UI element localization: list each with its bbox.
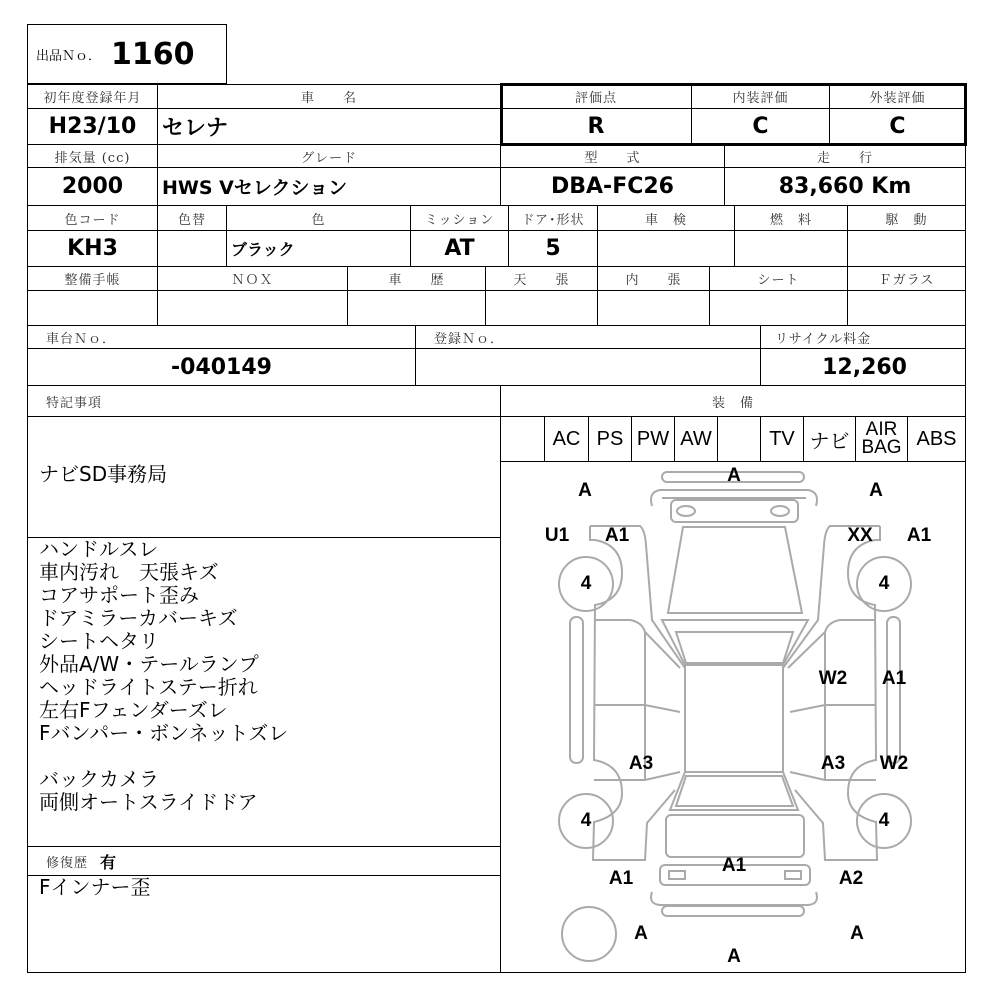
mark-right-step-front: A1 bbox=[881, 668, 907, 689]
lining-value bbox=[597, 290, 710, 326]
spare-tire bbox=[562, 907, 616, 961]
car-diagram bbox=[500, 461, 966, 972]
trunk bbox=[666, 815, 804, 857]
mark-right-rear-door: A3 bbox=[820, 753, 846, 774]
header-nox: ＮＯＸ bbox=[157, 266, 348, 291]
remarks-text: ハンドルスレ 車内汚れ 天張キズ コアサポート歪み ドアミラーカバーキズ シートヘタリ 外品A/W・テールランプ ヘッドライトステー折れ 左右Fフェンダーズレ Fバンパー・ボンネットズレ バックカメラ 両側オートスライドドア bbox=[39, 537, 289, 814]
car-name-value: セレナ bbox=[157, 108, 501, 145]
header-history: 車 歴 bbox=[347, 266, 486, 291]
mark-back-door: A1 bbox=[721, 855, 747, 876]
equip-ps: PS bbox=[588, 416, 632, 462]
grille bbox=[671, 500, 798, 522]
header-interior: 内装評価 bbox=[691, 84, 830, 109]
roof bbox=[685, 665, 783, 772]
fglass-value bbox=[847, 290, 966, 326]
mark-right-front-door: W2 bbox=[818, 668, 848, 689]
rear-bumper-strip bbox=[662, 906, 804, 916]
reg-value bbox=[415, 348, 761, 386]
header-equipment: 装 備 bbox=[500, 385, 966, 417]
headlight-left bbox=[677, 506, 695, 516]
equip-airbag: AIR BAG bbox=[855, 416, 908, 462]
header-first-reg: 初年度登録年月 bbox=[27, 84, 158, 109]
chassis-value: -040149 bbox=[27, 348, 416, 386]
header-recycle: リサイクル料金 bbox=[760, 325, 966, 349]
recolor-value bbox=[157, 230, 227, 267]
special-text: ナビSD事務局 bbox=[39, 462, 168, 486]
equip-aw: AW bbox=[674, 416, 718, 462]
mark-right-fender: A1 bbox=[906, 525, 932, 546]
header-grade: グレード bbox=[157, 144, 501, 168]
score-value: R bbox=[500, 108, 692, 145]
nox-value bbox=[157, 290, 348, 326]
repair-header bbox=[27, 846, 501, 876]
header-door: ドア･形状 bbox=[508, 205, 598, 231]
header-manual: 整備手帳 bbox=[27, 266, 158, 291]
equip-blank-2 bbox=[717, 416, 761, 462]
header-chassis: 車台Ｎｏ． bbox=[27, 325, 416, 349]
equip-navi: ナビ bbox=[803, 416, 856, 462]
mark-left-quarter: A1 bbox=[608, 868, 634, 889]
header-reg: 登録Ｎｏ． bbox=[415, 325, 761, 349]
rear-window bbox=[670, 772, 798, 810]
header-model: 型 式 bbox=[500, 144, 725, 168]
equip-tv: TV bbox=[760, 416, 804, 462]
equip-ac: AC bbox=[544, 416, 589, 462]
color-value: ブラック bbox=[226, 230, 411, 267]
door-value: 5 bbox=[508, 230, 598, 267]
mark-front-right-corner: A bbox=[869, 480, 883, 501]
exterior-value: C bbox=[829, 108, 966, 145]
drive-value bbox=[847, 230, 966, 267]
equip-pw: PW bbox=[631, 416, 675, 462]
ceiling-value bbox=[485, 290, 598, 326]
lot-number: 1160 bbox=[111, 36, 195, 72]
lot-number-box bbox=[27, 24, 227, 84]
interior-value: C bbox=[691, 108, 830, 145]
header-special: 特記事項 bbox=[27, 385, 501, 417]
grade-value: HWS Vセレクション bbox=[157, 167, 501, 206]
header-score: 評価点 bbox=[500, 84, 692, 109]
equip-blank bbox=[500, 416, 545, 462]
repair-label: 修復歴 bbox=[46, 855, 89, 871]
header-fglass: Ｆガラス bbox=[847, 266, 966, 291]
repair-value: 有 bbox=[100, 852, 117, 872]
header-mileage: 走 行 bbox=[724, 144, 966, 168]
mark-left-fender-u: U1 bbox=[544, 525, 570, 546]
header-color-code: 色コード bbox=[27, 205, 158, 231]
repair-detail: Fインナー歪 bbox=[39, 875, 151, 899]
mission-value: AT bbox=[410, 230, 509, 267]
taillight-left bbox=[669, 871, 685, 879]
header-inspection: 車 検 bbox=[597, 205, 735, 231]
right-side-step bbox=[887, 617, 900, 763]
first-reg-value: H23/10 bbox=[27, 108, 158, 145]
hood bbox=[668, 527, 802, 613]
equip-abs: ABS bbox=[907, 416, 966, 462]
mark-rear-left-corner: A bbox=[634, 923, 648, 944]
mark-rear-right-corner: A bbox=[850, 923, 864, 944]
header-mission: ミッション bbox=[410, 205, 509, 231]
mark-tire-rl: 4 bbox=[580, 810, 592, 831]
mark-front-left-corner: A bbox=[578, 480, 592, 501]
recycle-value: 12,260 bbox=[760, 348, 966, 386]
header-cc: 排気量 (cc) bbox=[27, 144, 158, 168]
left-side-step bbox=[570, 617, 583, 763]
header-seat: シート bbox=[709, 266, 848, 291]
windshield bbox=[662, 620, 808, 665]
cc-value: 2000 bbox=[27, 167, 158, 206]
mark-right-fender-xx: XX bbox=[847, 525, 873, 546]
mark-right-quarter: A2 bbox=[838, 868, 864, 889]
header-lining: 内 張 bbox=[597, 266, 710, 291]
mark-right-step-rear: W2 bbox=[879, 753, 909, 774]
history-value bbox=[347, 290, 486, 326]
mark-front-bumper: A bbox=[727, 465, 741, 486]
header-car-name: 車 名 bbox=[157, 84, 501, 109]
mileage-value: 83,660 Km bbox=[724, 167, 966, 206]
header-drive: 駆 動 bbox=[847, 205, 966, 231]
rear-bumper bbox=[651, 892, 817, 905]
taillight-right bbox=[785, 871, 801, 879]
header-exterior: 外装評価 bbox=[829, 84, 966, 109]
manual-value bbox=[27, 290, 158, 326]
mark-tire-fr: 4 bbox=[878, 573, 890, 594]
header-color: 色 bbox=[226, 205, 411, 231]
inspection-value bbox=[597, 230, 735, 267]
mark-rear-bumper: A bbox=[727, 946, 741, 967]
header-ceiling: 天 張 bbox=[485, 266, 598, 291]
header-fuel: 燃 料 bbox=[734, 205, 848, 231]
lot-label: 出品Ｎｏ． bbox=[36, 48, 102, 64]
headlight-right bbox=[771, 506, 789, 516]
mark-left-rear-door: A3 bbox=[628, 753, 654, 774]
model-value: DBA-FC26 bbox=[500, 167, 725, 206]
mark-tire-fl: 4 bbox=[580, 573, 592, 594]
mark-left-fender: A1 bbox=[604, 525, 630, 546]
mark-tire-rr: 4 bbox=[878, 810, 890, 831]
color-code-value: KH3 bbox=[27, 230, 158, 267]
header-recolor: 色替 bbox=[157, 205, 227, 231]
front-bumper bbox=[651, 490, 817, 506]
fuel-value bbox=[734, 230, 848, 267]
seat-value bbox=[709, 290, 848, 326]
